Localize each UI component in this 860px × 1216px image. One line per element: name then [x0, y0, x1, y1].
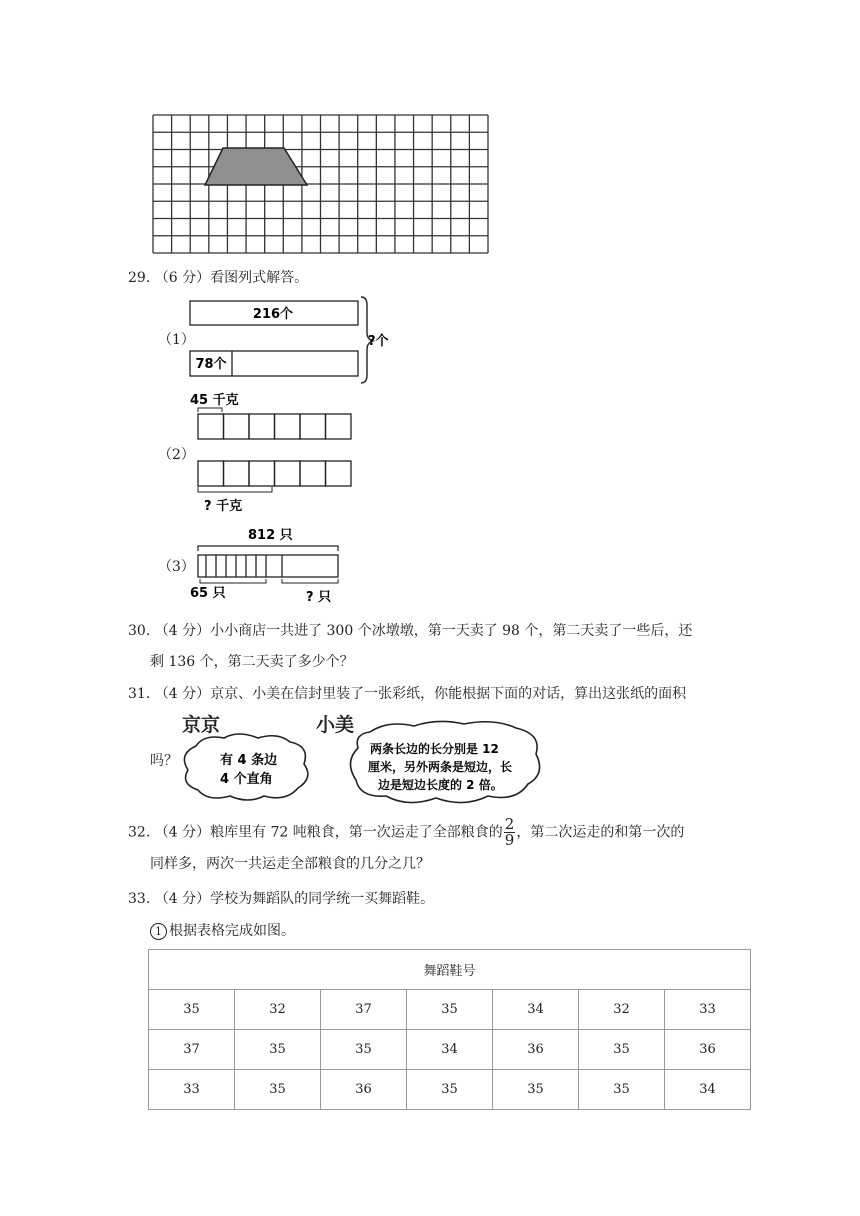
- table-cell: 33: [149, 1070, 235, 1110]
- q31-bubble-jing: [178, 732, 318, 804]
- q29-p3-right-label: ? 只: [306, 590, 332, 605]
- grid-figure: [150, 112, 490, 258]
- table-row: [149, 990, 751, 1030]
- q29-part2-label: （2）: [158, 447, 195, 463]
- table-cell: 35: [493, 1070, 579, 1110]
- q29-p2-top-label: 45 千克: [190, 393, 239, 408]
- q31-name-jing: 京京: [182, 714, 221, 736]
- q29-part1-diagram: [185, 295, 405, 390]
- q31-bubble-mei-line1: 两条长边的长分别是 12: [370, 742, 499, 756]
- q29-part2-diagram: [190, 390, 360, 520]
- table-title: 舞蹈鞋号: [149, 950, 751, 990]
- q29-p2-bottom-label: ? 千克: [204, 499, 243, 514]
- circled-number-1: 1: [150, 923, 167, 940]
- q29-p1-brace-label: ?个: [368, 334, 389, 349]
- table-cell: 32: [579, 990, 665, 1030]
- table-cell: 32: [235, 990, 321, 1030]
- q31-bubble-jing-line2: 4 个直角: [220, 772, 273, 787]
- q31-name-mei: 小美: [316, 714, 355, 736]
- q31-bubble-jing-line1: 有 4 条边: [220, 753, 278, 768]
- q31-bubble-mei: [348, 718, 548, 808]
- table-cell: 35: [321, 1030, 407, 1070]
- table-cell: 35: [235, 1070, 321, 1110]
- trapezoid: [205, 148, 307, 185]
- table-cell: 34: [665, 1070, 751, 1110]
- table-row: [149, 1030, 751, 1070]
- q29-p3-top-label: 812 只: [248, 528, 293, 543]
- q29-part3-diagram: [188, 525, 348, 605]
- q29-p1-top-label: 216个: [252, 307, 294, 322]
- fraction: $\frac{2}{9}$: [504, 815, 515, 849]
- table-cell: 35: [579, 1030, 665, 1070]
- q30-line1: 30. （4 分）小小商店一共进了 300 个冰墩墩，第一天卖了 98 个，第二天卖了一些后，还: [128, 623, 693, 639]
- table-cell: 36: [665, 1030, 751, 1070]
- q29-part3-label: （3）: [158, 559, 195, 575]
- table-cell: 35: [407, 1070, 493, 1110]
- shoe-size-table: [148, 949, 751, 1110]
- table-cell: 36: [493, 1030, 579, 1070]
- table-cell: 37: [321, 990, 407, 1030]
- q31-bubble-mei-line3: 边是短边长度的 2 倍。: [378, 778, 503, 792]
- table-cell: 35: [579, 1070, 665, 1110]
- q32-line2: 同样多，两次一共运走全部粮食的几分之几？: [150, 856, 430, 872]
- table-cell: 33: [665, 990, 751, 1030]
- table-cell: 36: [321, 1070, 407, 1110]
- q33-sub: 1 根据表格完成如图。: [150, 921, 295, 941]
- table-cell: 35: [407, 990, 493, 1030]
- q30-line2: 剩 136 个，第二天卖了多少个？: [150, 654, 354, 670]
- q33-title: 33. （4 分）学校为舞蹈队的同学统一买舞蹈鞋。: [128, 891, 435, 907]
- q29-p1-bottom-label: 78个: [195, 357, 227, 372]
- q31-line1: 31. （4 分）京京、小美在信封里装了一张彩纸，你能根据下面的对话，算出这张纸的面积: [128, 686, 687, 702]
- table-cell: 35: [149, 990, 235, 1030]
- table-cell: 35: [235, 1030, 321, 1070]
- q29-title: 29. （6 分）看图列式解答。: [128, 270, 309, 286]
- table-cell: 34: [407, 1030, 493, 1070]
- q31-bubble-mei-line2: 厘米，另外两条是短边，长: [368, 760, 513, 774]
- table-cell: 37: [149, 1030, 235, 1070]
- q29-p3-left-label: 65 只: [190, 586, 226, 601]
- q31-line2: 吗？: [150, 753, 178, 769]
- table-row: [149, 1070, 751, 1110]
- q32-line1: 32. （4 分）粮库里有 72 吨粮食，第一次运走了全部粮食的 $\frac{2}{9}$ ，第二次运走的和第一次的: [128, 815, 685, 849]
- q29-part1-label: （1）: [158, 332, 195, 348]
- table-cell: 34: [493, 990, 579, 1030]
